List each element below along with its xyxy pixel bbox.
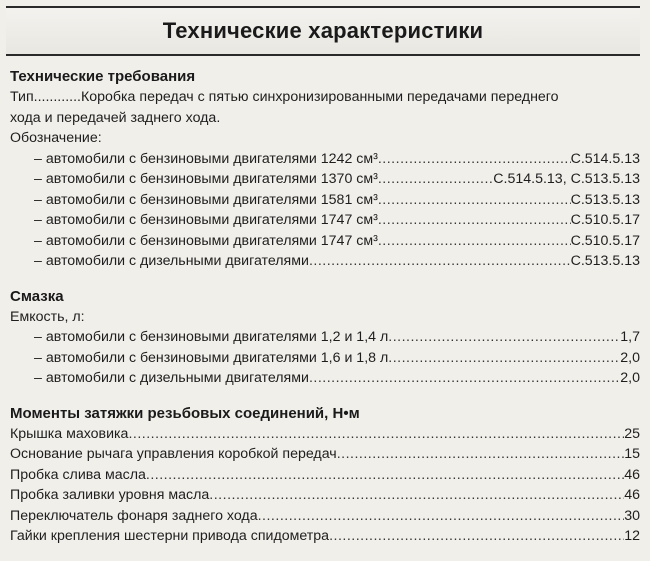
row-label: – автомобили с бензиновыми двигателями 1747 см³ [34, 212, 378, 228]
capacity-label: Емкость, л: [10, 308, 85, 325]
row-value: 30 [624, 507, 640, 524]
leader-dots [378, 169, 493, 190]
torque-list [10, 424, 640, 547]
lubrication-heading: Смазка [10, 287, 64, 305]
leader-dots [209, 485, 624, 506]
row-value: 46 [624, 487, 640, 503]
row-value: С.513.5.13 [570, 253, 640, 269]
torque-row [10, 424, 640, 445]
row-label: Гайки крепления шестерни привода спидометра [10, 528, 330, 544]
leader-dots [337, 444, 625, 465]
torque-row [10, 526, 640, 547]
row-label: Пробка слива масла [10, 466, 146, 483]
row-label: – автомобили с бензиновыми двигателями 1,6 и 1,8 л [34, 349, 389, 366]
leader-dots [329, 526, 624, 547]
designation-row [10, 169, 640, 190]
leader-dots [388, 327, 620, 348]
designation-list [10, 149, 640, 272]
row-value: 12 [624, 528, 640, 544]
row-label: – автомобили с бензиновыми двигателями 1747 см³ [34, 232, 378, 249]
row-value: С.513.5.13 [570, 191, 640, 208]
row-label: Основание рычага управления коробкой передач [10, 446, 337, 462]
torques-heading: Моменты затяжки резьбовых соединений, Н•м [10, 404, 360, 422]
designation-row [10, 251, 640, 272]
row-label: Пробка заливки уровня масла [10, 487, 210, 503]
leader-dots [146, 465, 624, 486]
row-value: 46 [624, 466, 640, 483]
leader-dots [378, 210, 571, 231]
leader-dots [378, 231, 571, 252]
capacity-row [10, 348, 640, 369]
row-label: – автомобили с дизельными двигателями [34, 370, 309, 386]
leader-dots [378, 149, 571, 170]
row-value: С.510.5.17 [570, 212, 640, 228]
leader-dots [309, 251, 571, 272]
designation-row [10, 149, 640, 170]
type-label: Тип [10, 89, 34, 105]
content [10, 66, 640, 547]
type-text-line2: хода и передачей заднего хода. [10, 109, 221, 126]
type-text-line1: Коробка передач с пятью синхронизированными передачами переднего [80, 89, 559, 105]
row-value: 15 [624, 446, 640, 462]
capacity-row [10, 368, 640, 389]
row-value: 25 [624, 425, 640, 442]
type-paragraph [10, 87, 640, 128]
row-label: Переключатель фонаря заднего хода [10, 507, 258, 524]
torque-row [10, 485, 640, 506]
leader-dots [309, 368, 620, 389]
row-value: 2,0 [620, 370, 640, 386]
torque-row [10, 465, 640, 486]
leader-dots [388, 348, 620, 369]
designation-row [10, 231, 640, 252]
row-value: С.510.5.17 [570, 232, 640, 249]
page-title: Технические характеристики [162, 18, 484, 43]
leader-dots [378, 190, 571, 211]
torque-row [10, 506, 640, 527]
leader-dots [258, 506, 625, 527]
leader-dots [128, 424, 624, 445]
row-label: – автомобили с бензиновыми двигателями 1581 см³ [34, 191, 378, 208]
row-label: – автомобили с бензиновыми двигателями 1242 см³ [34, 150, 378, 167]
row-value: С.514.5.13 [570, 150, 640, 167]
row-label: Крышка маховика [10, 425, 129, 442]
capacity-list [10, 327, 640, 389]
torque-row [10, 444, 640, 465]
row-label: – автомобили с бензиновыми двигателями 1370 см³ [34, 171, 378, 187]
row-label: – автомобили с дизельными двигателями [34, 253, 309, 269]
designation-row [10, 210, 640, 231]
designation-label: Обозначение: [10, 130, 102, 146]
row-value: 2,0 [620, 349, 640, 366]
capacity-row [10, 327, 640, 348]
row-value: С.514.5.13, С.513.5.13 [493, 171, 640, 187]
designation-row [10, 190, 640, 211]
title-bar [6, 6, 640, 56]
row-value: 1,7 [620, 329, 640, 345]
row-label: – автомобили с бензиновыми двигателями 1,2 и 1,4 л [34, 329, 389, 345]
requirements-heading: Технические требования [10, 68, 196, 85]
type-dots: ............ [33, 89, 81, 105]
